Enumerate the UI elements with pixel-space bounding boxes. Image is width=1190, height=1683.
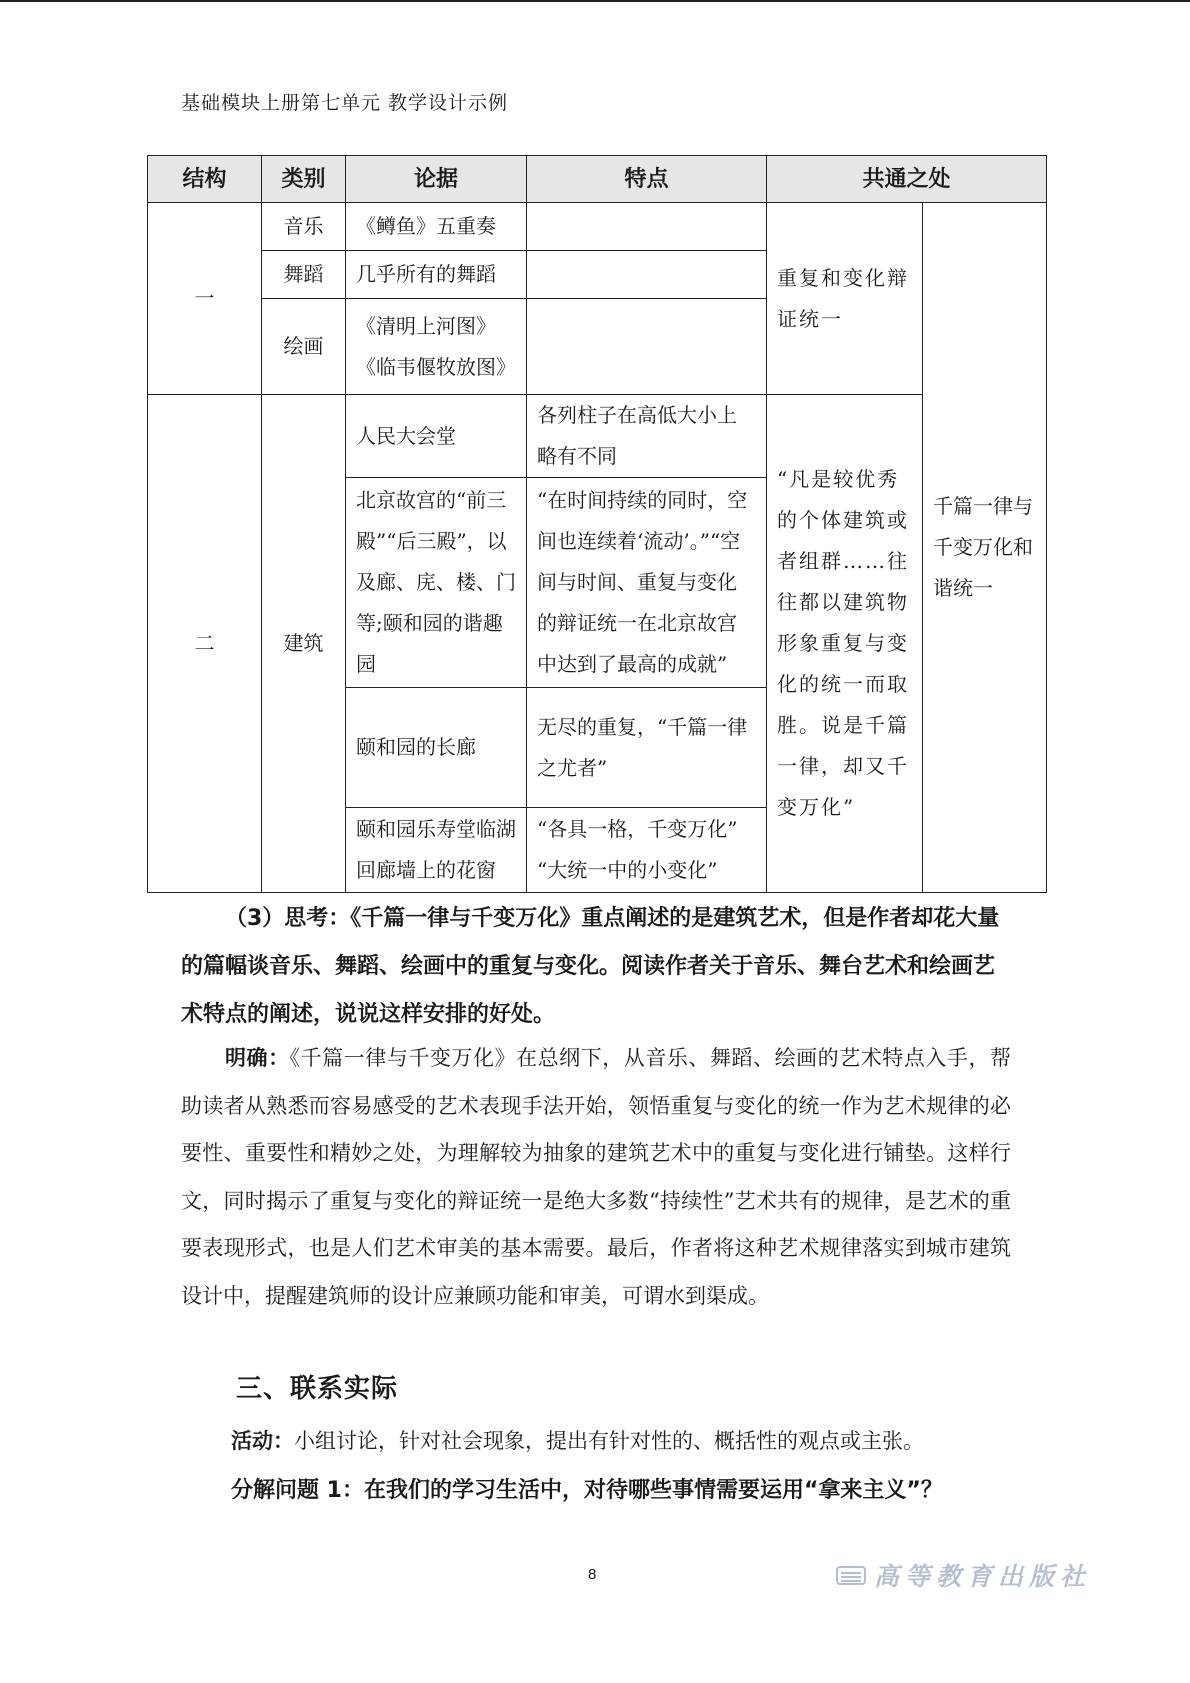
table-row [148,395,1047,478]
overall-common-cell: 千篇一律与千变万化和谐统一 [923,203,1047,893]
clarify-text: 《千篇一律与千变万化》在总纲下，从音乐、舞蹈、绘画的艺术特点入手，帮助读者从熟悉而容易感受的艺术表现手法开始，领悟重复与变化的统一作为艺术规律的必要性、重要性和精妙之处，为理解较为抽象的建筑艺术中的重复与变化进行铺垫。这样行文，同时揭示了重复与变化的辩证统一是绝大多数“持续性”艺术共有的规律，是艺术的重要表现形式，也是人们艺术审美的基本需要。最后，作者将这种艺术规律落实到城市建筑设计中，提醒建筑师的设计应兼顾功能和审美，可谓水到渠成。 [181,1046,1011,1308]
evidence-line: 《清明上河图》 [356,313,496,338]
evidence-cell: 人民大会堂 [346,395,527,478]
feature-cell [527,251,767,299]
col-structure: 结构 [148,156,262,203]
feature-cell [527,299,767,395]
category-cell: 舞蹈 [262,251,346,299]
publisher-icon [836,1564,866,1586]
category-cell: 建筑 [262,395,346,893]
structure-cell: 二 [148,395,262,893]
table-header-row [148,156,1047,203]
feature-cell [527,808,767,893]
evidence-cell: 北京故宫的“前三殿”“后三殿”，以及廊、庑、楼、门等;颐和园的谐趣园 [346,478,527,688]
table-row [148,203,1047,251]
evidence-cell: 《鳟鱼》五重奏 [346,203,527,251]
publisher-logo [836,1557,1091,1593]
question-paragraph: 分解问题 1：在我们的学习生活中，对待哪些事情需要运用“拿来主义”？ [231,1478,943,1503]
top-rule [0,0,1190,2]
col-common: 共通之处 [767,156,1047,203]
feature-cell [527,203,767,251]
page-number: 8 [588,1566,597,1583]
category-cell: 音乐 [262,203,346,251]
feature-line: “各具一格，千变万化” [537,817,738,841]
evidence-cell: 几乎所有的舞蹈 [346,251,527,299]
activity-paragraph [181,1418,1011,1466]
evidence-cell [346,299,527,395]
feature-line: “大统一中的小变化” [537,858,718,882]
think-paragraph: （3）思考：《千篇一律与千变万化》重点阐述的是建筑艺术，但是作者却花大量的篇幅谈音乐、舞蹈、绘画中的重复与变化。阅读作者关于音乐、舞台艺术和绘画艺术特点的阐述，说说这样安排的好处。 [181,906,1000,1027]
page-header: 基础模块上册第七单元 教学设计示例 [181,92,509,114]
clarify-label: 明确： [225,1046,290,1070]
col-evidence: 论据 [346,156,527,203]
evidence-line: 《临韦偃牧放图》 [356,354,516,379]
publisher-name: 高等教育出版社 [874,1562,1092,1591]
feature-cell: 无尽的重复，“千篇一律之尤者” [527,688,767,808]
common-cell: “凡是较优秀的个体建筑或者组群……往往都以建筑物形象重复与变化的统一而取胜。说是千篇一律，却又千变万化” [767,395,923,893]
activity-label: 活动： [231,1429,294,1453]
structure-cell: 一 [148,203,262,395]
col-feature: 特点 [527,156,767,203]
feature-cell: “在时间持续的同时，空间也连续着‘流动’。”“空间与时间、重复与变化的辩证统一在北京故宫中达到了最高的成就” [527,478,767,688]
common-cell: 重复和变化辩证统一 [767,203,923,395]
section-heading: 三、联系实际 [236,1374,399,1404]
evidence-cell: 颐和园的长廊 [346,688,527,808]
clarify-paragraph [181,1035,1011,1320]
analysis-table [147,155,1047,893]
evidence-cell: 颐和园乐寿堂临湖回廊墙上的花窗 [346,808,527,893]
col-category: 类别 [262,156,346,203]
feature-cell: 各列柱子在高低大小上略有不同 [527,395,767,478]
category-cell: 绘画 [262,299,346,395]
activity-text: 小组讨论，针对社会现象，提出有针对性的、概括性的观点或主张。 [294,1429,924,1453]
